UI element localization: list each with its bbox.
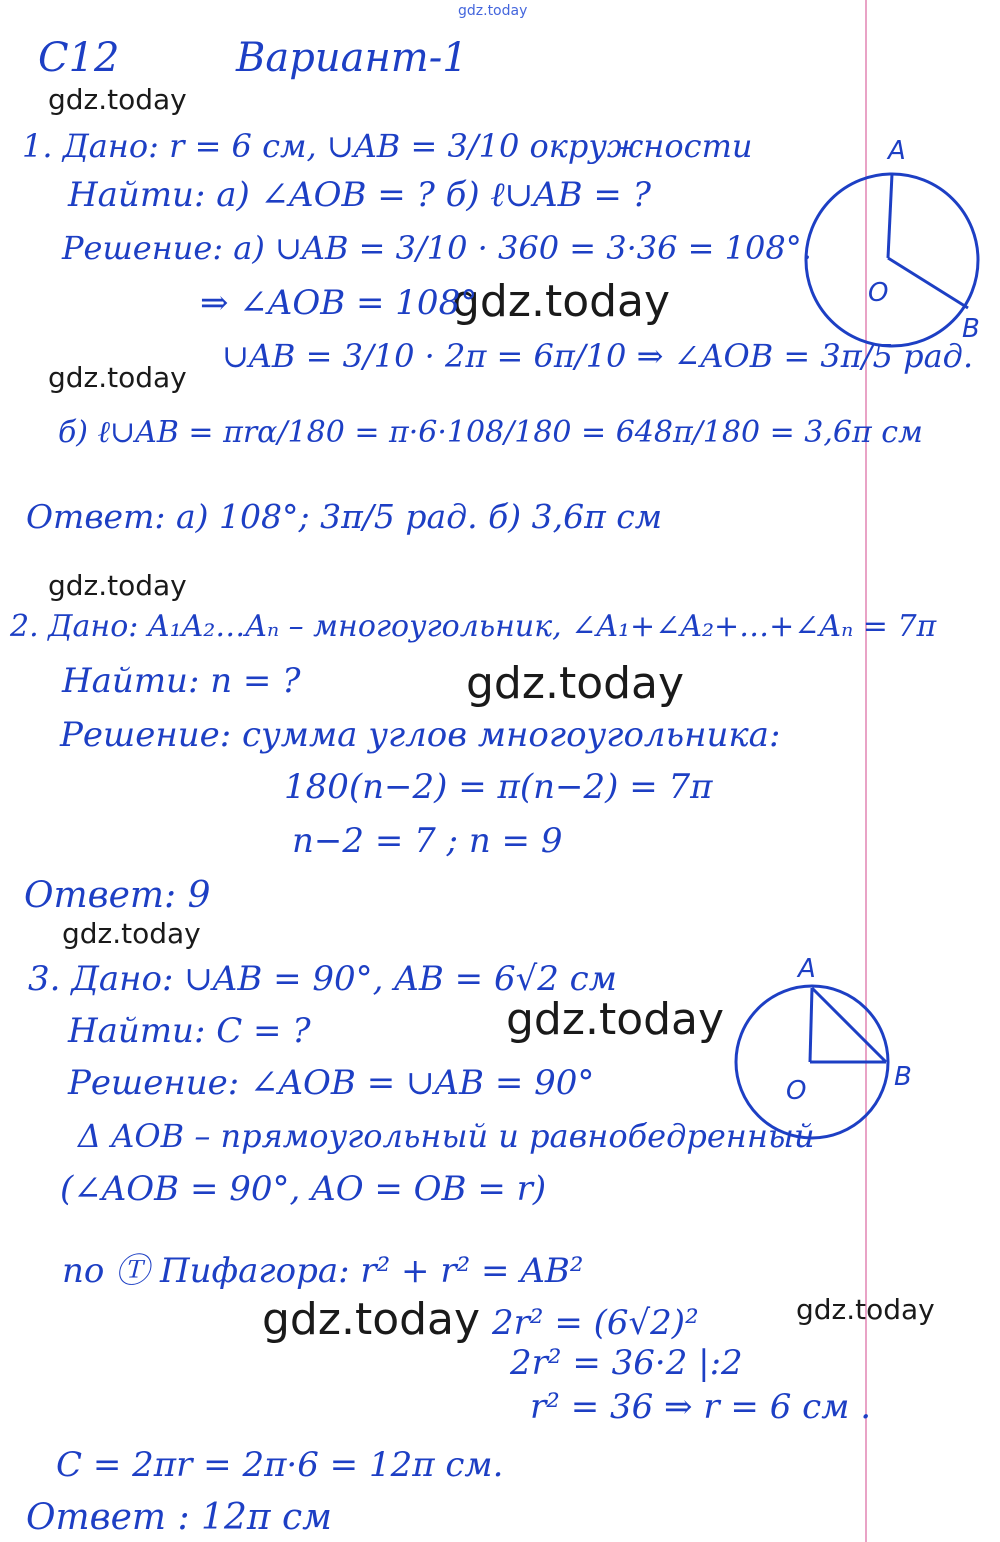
- watermark: gdz.today: [62, 917, 201, 950]
- task3-solution-5: 2r² = (6√2)²: [492, 1303, 699, 1343]
- task1-given: 1. Дано: r = 6 см, ∪AB = 3/10 окружности: [22, 127, 753, 165]
- task1-answer: Ответ: а) 108°; 3π/5 рад. б) 3,6π см: [26, 497, 663, 536]
- task2-solution-3: n−2 = 7 ; n = 9: [292, 821, 563, 861]
- task3-given: 3. Дано: ∪AB = 90°, AB = 6√2 см: [28, 959, 617, 999]
- task2-find: Найти: n = ?: [62, 661, 301, 701]
- task1-find: Найти: а) ∠AOB = ? б) ℓ∪AB = ?: [68, 175, 651, 215]
- chord-ab: [812, 988, 886, 1062]
- task3-solution-3: (∠AOB = 90°, AO = OB = r): [60, 1169, 547, 1209]
- task3-solution: Решение: ∠AOB = ∪AB = 90°: [68, 1063, 595, 1103]
- point-label-o: O: [786, 1076, 807, 1106]
- task1-solution-a2: ⇒ ∠AOB = 108°: [200, 283, 478, 323]
- point-label-a: A: [798, 954, 816, 984]
- task3-solution-7: r² = 36 ⇒ r = 6 см .: [530, 1387, 871, 1427]
- task2-solution: Решение: сумма углов многоугольника:: [60, 715, 781, 755]
- task2-answer: Ответ: 9: [24, 875, 211, 916]
- watermark: gdz.today: [48, 569, 187, 602]
- task3-solution-6: 2r² = 36·2 |:2: [510, 1343, 743, 1383]
- task3-solution-4: по Ⓣ Пифагора: r² + r² = AB²: [62, 1251, 584, 1291]
- watermark: gdz.today: [452, 276, 671, 327]
- watermark: gdz.today: [506, 994, 725, 1045]
- point-label-b: B: [894, 1062, 912, 1092]
- task3-solution-2: Δ AOB – прямоугольный и равнобедренный: [78, 1117, 815, 1155]
- task2-given: 2. Дано: A₁A₂…Aₙ – многоугольник, ∠A₁+∠A₂+…+∠Aₙ = 7π: [10, 609, 937, 644]
- watermark-top: gdz.today: [458, 3, 528, 19]
- variant-title: Вариант-1: [236, 35, 468, 81]
- watermark: gdz.today: [796, 1293, 935, 1326]
- radius-oa: [888, 174, 892, 258]
- watermark: gdz.today: [466, 658, 685, 709]
- point-label-o: O: [868, 278, 889, 308]
- task1-solution-a: Решение: а) ∪AB = 3/10 · 360 = 3·36 = 108°.: [62, 229, 812, 267]
- point-label-a: A: [888, 136, 906, 166]
- task1-solution-b: б) ℓ∪AB = πrα/180 = π·6·108/180 = 648π/180 = 3,6π см: [58, 415, 923, 450]
- task3-find: Найти: C = ?: [68, 1011, 311, 1051]
- point-label-b: B: [962, 314, 980, 344]
- radius-oa: [810, 988, 812, 1062]
- section-number: С12: [38, 35, 120, 81]
- task3-circle-diagram: [730, 980, 900, 1140]
- watermark: gdz.today: [48, 361, 187, 394]
- task3-answer: Ответ : 12π см: [26, 1497, 332, 1538]
- task3-solution-8: C = 2πr = 2π·6 = 12π см.: [56, 1445, 504, 1485]
- watermark: gdz.today: [262, 1294, 481, 1345]
- radius-ob: [888, 258, 968, 308]
- watermark: gdz.today: [48, 83, 187, 116]
- task1-solution-a3: ∪AB = 3/10 · 2π = 6π/10 ⇒ ∠AOB = 3π/5 рад.: [222, 337, 974, 375]
- task2-solution-2: 180(n−2) = π(n−2) = 7π: [284, 767, 713, 807]
